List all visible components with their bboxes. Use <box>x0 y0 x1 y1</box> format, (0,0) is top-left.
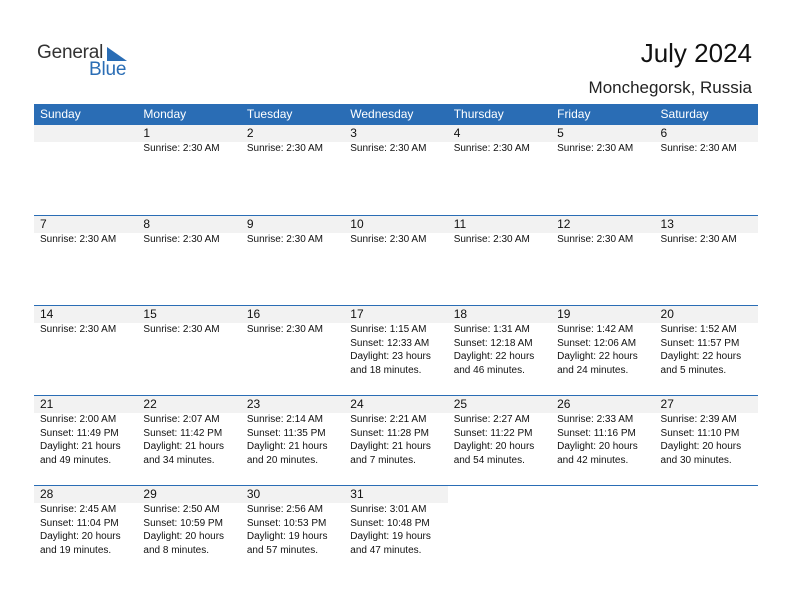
day-info-line: Sunrise: 2:30 AM <box>246 143 323 154</box>
day-info-line: Sunrise: 2:50 AM <box>143 504 220 515</box>
day-info-line: Sunrise: 2:30 AM <box>350 143 427 154</box>
day-info-line: Daylight: 22 hours <box>660 351 742 362</box>
day-number: 3 <box>344 125 447 142</box>
day-info-line: Sunset: 11:35 PM <box>246 427 326 439</box>
weekday-header-monday: Monday <box>143 107 187 121</box>
day-info-line: and 7 minutes. <box>350 454 416 466</box>
day-info-line: Daylight: 20 hours <box>143 531 225 542</box>
page-title: July 2024 <box>640 38 752 68</box>
day-cell <box>344 125 447 215</box>
day-cell <box>448 306 551 395</box>
day-info-line: Sunrise: 2:30 AM <box>453 143 530 154</box>
weekday-header-row <box>34 104 758 125</box>
day-info-line: Sunrise: 2:30 AM <box>40 324 117 335</box>
day-info-line: and 57 minutes. <box>246 544 319 556</box>
day-number: 13 <box>655 216 758 233</box>
day-info-line: Sunrise: 2:30 AM <box>143 324 220 335</box>
day-cell <box>344 486 447 575</box>
day-cell <box>34 216 137 305</box>
day-number: 10 <box>344 216 447 233</box>
day-info-line: Sunrise: 2:30 AM <box>660 143 737 154</box>
day-info-line: Sunrise: 2:27 AM <box>453 414 530 425</box>
day-info-line: Sunrise: 1:31 AM <box>453 324 530 335</box>
day-number: 7 <box>34 216 137 233</box>
logo-word-general: General <box>37 42 104 63</box>
day-number: 12 <box>551 216 654 233</box>
day-number: 4 <box>448 125 551 142</box>
day-info-line: Sunrise: 2:39 AM <box>660 414 737 425</box>
empty-day-cell <box>34 125 137 215</box>
day-info-line: Daylight: 21 hours <box>40 441 121 452</box>
day-info-line: Sunset: 10:48 PM <box>350 517 430 529</box>
day-cell <box>137 216 240 305</box>
day-info-line: Sunrise: 2:30 AM <box>453 234 530 245</box>
empty-day-cell <box>655 486 758 575</box>
day-info-line: Sunrise: 2:30 AM <box>143 234 220 245</box>
day-cell <box>137 486 240 575</box>
day-number: 14 <box>34 306 137 323</box>
day-info-line: Sunset: 11:49 PM <box>40 427 119 439</box>
day-info-line: Daylight: 20 hours <box>557 441 638 452</box>
day-info-line: Daylight: 20 hours <box>453 441 535 452</box>
empty-day-cell <box>551 486 654 575</box>
day-cell <box>34 306 137 395</box>
day-info-line: Sunset: 11:57 PM <box>660 337 740 349</box>
day-info-line: Sunrise: 2:30 AM <box>350 234 427 245</box>
day-info-line: Sunrise: 2:30 AM <box>143 143 220 154</box>
day-number: 11 <box>448 216 551 233</box>
day-info-line: Sunset: 12:18 AM <box>453 337 533 349</box>
day-number: 26 <box>551 396 654 413</box>
week-row <box>34 395 758 485</box>
day-number: 20 <box>655 306 758 323</box>
day-cell <box>241 216 344 305</box>
day-info-line: and 5 minutes. <box>660 364 727 376</box>
day-info-line: Sunrise: 2:14 AM <box>246 414 323 425</box>
day-cell <box>344 396 447 485</box>
day-number: 16 <box>241 306 344 323</box>
day-number: 21 <box>34 396 137 413</box>
day-info-line: Sunrise: 2:30 AM <box>557 143 634 154</box>
day-info-line: and 8 minutes. <box>143 544 210 556</box>
day-info-line: Sunrise: 1:15 AM <box>350 324 427 335</box>
day-number: 15 <box>137 306 240 323</box>
weekday-header-wednesday: Wednesday <box>350 107 414 121</box>
day-info-line: Sunrise: 3:01 AM <box>350 504 427 515</box>
day-info-line: Sunset: 10:53 PM <box>246 517 327 529</box>
day-info-line: and 19 minutes. <box>40 544 112 556</box>
day-info-line: Sunset: 10:59 PM <box>143 517 223 529</box>
week-row <box>34 215 758 305</box>
calendar-grid <box>34 104 758 575</box>
day-cell <box>34 486 137 575</box>
day-cell <box>241 396 344 485</box>
day-info-line: Sunrise: 2:56 AM <box>246 504 323 515</box>
day-number: 19 <box>551 306 654 323</box>
day-number: 5 <box>551 125 654 142</box>
day-info-line: Sunset: 11:42 PM <box>143 427 223 439</box>
day-cell <box>655 216 758 305</box>
day-cell <box>344 216 447 305</box>
logo <box>37 42 137 82</box>
day-number: 2 <box>241 125 344 142</box>
day-cell <box>448 396 551 485</box>
day-cell <box>137 396 240 485</box>
day-info-line: Sunset: 11:04 PM <box>40 517 119 529</box>
day-number: 1 <box>137 125 240 142</box>
day-info-line: Sunrise: 2:45 AM <box>40 504 117 515</box>
day-info-line: Sunset: 11:16 PM <box>557 427 636 439</box>
day-info-line: Sunrise: 2:07 AM <box>143 414 220 425</box>
day-info-line: Sunset: 11:22 PM <box>453 427 533 439</box>
day-number: 23 <box>241 396 344 413</box>
day-number: 8 <box>137 216 240 233</box>
day-cell <box>448 125 551 215</box>
day-cell <box>34 396 137 485</box>
day-number: 29 <box>137 486 240 503</box>
day-cell <box>551 125 654 215</box>
day-info-line: and 42 minutes. <box>557 454 629 466</box>
day-cell <box>551 306 654 395</box>
day-info-line: Sunrise: 2:30 AM <box>40 234 117 245</box>
calendar-weeks <box>34 125 758 575</box>
day-info-line: Sunrise: 1:52 AM <box>660 324 737 335</box>
day-cell <box>241 486 344 575</box>
day-info-line: Daylight: 20 hours <box>40 531 121 542</box>
day-info-line: Sunrise: 2:30 AM <box>246 324 323 335</box>
logo-word-blue: Blue <box>89 59 127 80</box>
day-info-line: Daylight: 22 hours <box>453 351 535 362</box>
day-info-line: and 54 minutes. <box>453 454 525 466</box>
week-row <box>34 305 758 395</box>
day-info-line: Sunset: 11:10 PM <box>660 427 740 439</box>
day-number: 27 <box>655 396 758 413</box>
day-number: 28 <box>34 486 137 503</box>
day-number: 24 <box>344 396 447 413</box>
empty-day-cell <box>448 486 551 575</box>
day-info-line: Sunrise: 2:30 AM <box>660 234 737 245</box>
day-info-line: Sunrise: 2:30 AM <box>557 234 634 245</box>
day-info-line: Daylight: 21 hours <box>143 441 225 452</box>
day-info-line: and 47 minutes. <box>350 544 422 556</box>
day-cell <box>448 216 551 305</box>
day-cell <box>551 216 654 305</box>
day-number: 30 <box>241 486 344 503</box>
weekday-header-saturday: Saturday <box>660 107 709 121</box>
day-cell <box>655 396 758 485</box>
day-info-line: and 46 minutes. <box>453 364 525 376</box>
location-label: Monchegorsk, Russia <box>588 78 752 97</box>
empty-day-band <box>34 125 137 142</box>
day-info-line: Sunrise: 2:30 AM <box>246 234 323 245</box>
day-number: 6 <box>655 125 758 142</box>
day-cell <box>137 306 240 395</box>
day-info-line: Sunset: 11:28 PM <box>350 427 430 439</box>
day-info-line: Sunset: 12:33 AM <box>350 337 430 349</box>
day-info-line: and 18 minutes. <box>350 364 422 376</box>
day-number: 18 <box>448 306 551 323</box>
day-number: 22 <box>137 396 240 413</box>
week-row <box>34 485 758 575</box>
day-cell <box>241 125 344 215</box>
day-cell <box>655 125 758 215</box>
weekday-header-sunday: Sunday <box>40 107 81 121</box>
day-info-line: Daylight: 19 hours <box>246 531 328 542</box>
day-number: 17 <box>344 306 447 323</box>
day-info-line: Sunrise: 2:00 AM <box>40 414 117 425</box>
day-info-line: Sunrise: 2:33 AM <box>557 414 634 425</box>
day-cell <box>344 306 447 395</box>
day-number: 9 <box>241 216 344 233</box>
day-info-line: Daylight: 23 hours <box>350 351 431 362</box>
weekday-header-thursday: Thursday <box>453 107 504 121</box>
day-number: 25 <box>448 396 551 413</box>
day-info-line: and 49 minutes. <box>40 454 112 466</box>
day-info-line: and 24 minutes. <box>557 364 629 376</box>
day-cell <box>551 396 654 485</box>
day-info-line: Sunrise: 1:42 AM <box>557 324 634 335</box>
day-cell <box>137 125 240 215</box>
day-info-line: Daylight: 20 hours <box>660 441 742 452</box>
weekday-header-tuesday: Tuesday <box>246 107 293 121</box>
day-info-line: Sunset: 12:06 AM <box>557 337 637 349</box>
day-info-line: Daylight: 22 hours <box>557 351 638 362</box>
day-info-line: and 34 minutes. <box>143 454 215 466</box>
day-info-line: and 30 minutes. <box>660 454 732 466</box>
day-info-line: Daylight: 21 hours <box>350 441 431 452</box>
day-info-line: Sunrise: 2:21 AM <box>350 414 427 425</box>
day-info-line: and 20 minutes. <box>246 454 319 466</box>
day-info-line: Daylight: 21 hours <box>246 441 328 452</box>
day-cell <box>655 306 758 395</box>
week-row <box>34 125 758 215</box>
weekday-header-friday: Friday <box>557 107 591 121</box>
day-cell <box>241 306 344 395</box>
day-number: 31 <box>344 486 447 503</box>
day-info-line: Daylight: 19 hours <box>350 531 431 542</box>
